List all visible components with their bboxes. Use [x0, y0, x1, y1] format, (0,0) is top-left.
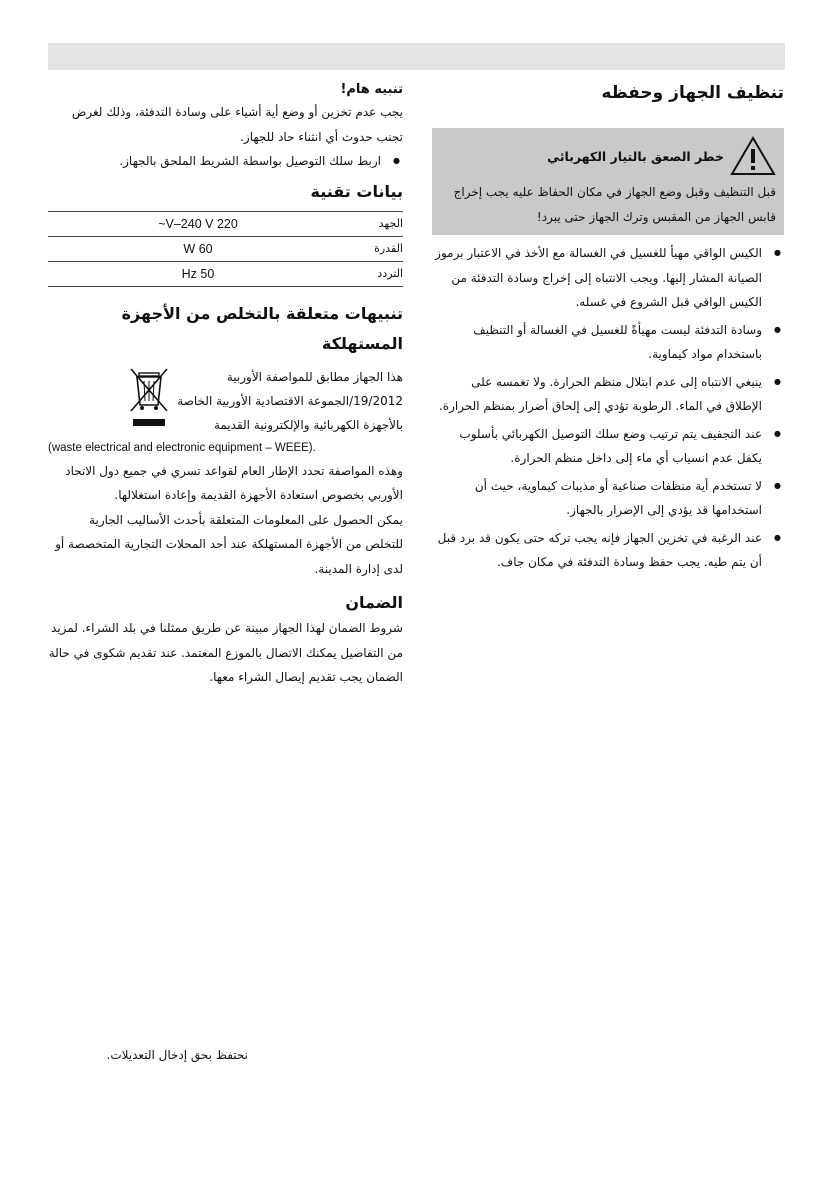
disposal-text: يمكن الحصول على المعلومات المتعلقة بأحدث الأساليب الجارية للتخلص من الأجهزة المستهلكة عند أحد المحلات التجارية المتخصصة أو لدى إدارة المدينة.	[55, 512, 403, 576]
list-item: ● لا تستخدم أية منظفات صناعية أو مذيبات كيماوية، حيث أن استخدامها قد يؤدي إلى الإضرار بالجهاز.	[432, 474, 784, 523]
spec-value: 60 W	[48, 236, 308, 261]
crossed-bin-icon	[127, 365, 171, 431]
warning-header	[438, 136, 776, 176]
footer-note: نحتفظ بحق إدخال التعديلات.	[106, 1048, 248, 1062]
list-item: ● الكيس الواقي مهيأ للغسيل في الغسالة مع الأخذ في الاعتبار برموز الصيانة المشار إليها. ويجب الانتباه إلى إخراج وسادة التدفئة من الكيس الواقي قبل الشروع في غسله.	[432, 241, 784, 315]
spec-label: الجهد	[308, 211, 403, 236]
warranty-text: شروط الضمان لهذا الجهاز مبينة عن طريق ممثلنا في بلد الشراء. لمزيد من التفاصيل يمكنك الاتصال بالموزع المعتمد. عند تقديم شكوى في حالة الضمان يجب تقديم إيصال الشراء معها.	[48, 621, 403, 684]
weee-lines	[177, 365, 403, 437]
warning-box	[432, 128, 784, 235]
weee-line: بالأجهزة الكهربائية والإلكترونية القديمة	[213, 417, 403, 432]
list-item: ● وسادة التدفئة ليست مهيأةً للغسيل في الغسالة أو التنظيف باستخدام مواد كيماوية.	[432, 318, 784, 367]
list-item: ● اربط سلك التوصيل بواسطة الشريط الملحق بالجهاز.	[48, 149, 403, 174]
note-text: يجب عدم تخزين أو وضع أية أشياء على وسادة التدفئة، وذلك لغرض تجنب حدوث أي انثناء حاد للجهاز.	[71, 105, 403, 144]
warning-title: خطر الصعق بالتيار الكهربائي	[547, 148, 724, 164]
warning-triangle-icon	[730, 136, 776, 176]
cleaning-heading: تنظيف الجهاز وحفظه	[601, 83, 784, 103]
warranty-heading: الضمان	[345, 593, 403, 612]
spec-label: التردد	[308, 261, 403, 286]
list-item: ● عند الرغبة في تخزين الجهاز فإنه يجب تركه حتى يكون قد برد قبل أن يتم طيه. يجب حفظ وسادة التدفئة في مكان جاف.	[432, 526, 784, 575]
cleaning-list	[432, 241, 784, 575]
note-title: تنبيه هام!	[340, 82, 403, 97]
spec-label: القدرة	[308, 236, 403, 261]
weee-block	[48, 365, 403, 437]
header-bar	[48, 43, 785, 70]
table-row	[48, 211, 403, 236]
disposal-heading: تنبيهات متعلقة بالتخلص من الأجهزة المستهلكة	[121, 303, 403, 353]
info-section	[48, 80, 403, 690]
weee-line: هذا الجهاز مطابق للمواصفة الأوربية	[226, 369, 403, 384]
table-row	[48, 261, 403, 286]
weee-line: 19/2012/الجموعة الاقتصادية الأوربية الخاصة	[177, 393, 403, 408]
spec-value: 50 Hz	[48, 261, 308, 286]
weee-english: (waste electrical and electronic equipment – WEEE).	[48, 441, 316, 454]
spec-heading: بيانات تقنية	[310, 181, 403, 201]
note-list	[48, 149, 403, 174]
warning-text: قبل التنظيف وقبل وضع الجهاز في مكان الحفاظ عليه يجب إخراج قابس الجهاز من المقبس وترك الجهاز حتى يبرد!	[453, 185, 776, 224]
list-item: ● عند التجفيف يتم ترتيب وضع سلك التوصيل الكهربائي بأسلوب يكفل عدم انسياب أي ماء إلى داخل منظم الحرارة.	[432, 422, 784, 471]
table-row	[48, 236, 403, 261]
disposal-text: وهذه المواصفة تحدد الإطار العام لقواعد تسري في جميع دول الاتحاد الأوربي بخصوص استعادة الأجهزة القديمة وإعادة استغلالها.	[65, 463, 403, 502]
list-item: ● ينبغي الانتباه إلى عدم ابتلال منظم الحرارة. ولا تغمسه على الإطلاق في الماء. الرطوبة تؤدي إلى إلحاق أضرار بمنظم الحرارة.	[432, 370, 784, 419]
spec-table	[48, 211, 403, 287]
spec-value: 220 V–240 V~	[48, 211, 308, 236]
cleaning-section	[432, 80, 784, 578]
